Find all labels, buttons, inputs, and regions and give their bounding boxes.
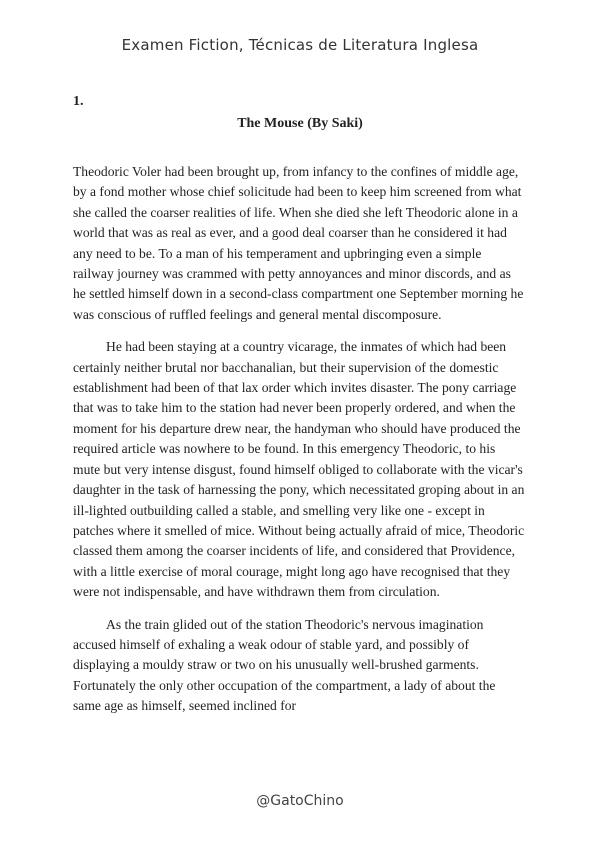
paragraph-3: As the train glided out of the station Theodoric's nervous imagination accused himself of exhaling a weak odour of stable yard, and possibly of displaying a mouldy straw or two on his unusually well-brushed garments. Fortunately the only other occupation of the compartment, a lady of about the same age as himself, seemed inclined for xyxy=(73,616,496,714)
page-footer-author: @GatoChino xyxy=(256,793,344,809)
page-header: Examen Fiction, Técnicas de Literatura Inglesa xyxy=(121,36,479,54)
paragraph-1: Theodoric Voler had been brought up, from infancy to the confines of middle age, by a fond mother whose chief solicitude had been to keep him screened from what she called the coarser realities of life. When she died she left Theodoric alone in a world that was as real as ever, and a good deal coarser than he considered it had any need to be. To a man of his temperament and upbringing even a simple railway journey was crammed with petty annoyances and minor discords, and as he settled himself down in a second-class compartment one September morning he was conscious of ruffled feelings and general mental discomposure. xyxy=(73,164,524,322)
paragraph-2: He had been staying at a country vicarage, the inmates of which had been certainly neither brutal nor bacchanalian, but their supervision of the domestic establishment had been of that lax order which invites disaster. The pony carriage that was to take him to the station had never been properly ordered, and when the moment for his departure drew near, the handyman who should have produced the required article was nowhere to be found. In this emergency Theodoric, to his mute but very intense disgust, found himself obliged to collaborate with the vicar's daughter in the task of harnessing the pony, which necessitated groping about in an ill-lighted outbuilding called a stable, and smelling very like one - except in patches where it smelled of mice. Without being actually afraid of mice, Theodoric classed them among the coarser incidents of life, and considered that Providence, with a little exercise of moral courage, might long ago have recognised that they were not indispensable, and have withdrawn them from circulation. xyxy=(73,339,525,600)
story-title: The Mouse (By Saki) xyxy=(237,116,363,131)
story-body xyxy=(73,162,525,729)
section-number: 1. xyxy=(73,94,84,109)
